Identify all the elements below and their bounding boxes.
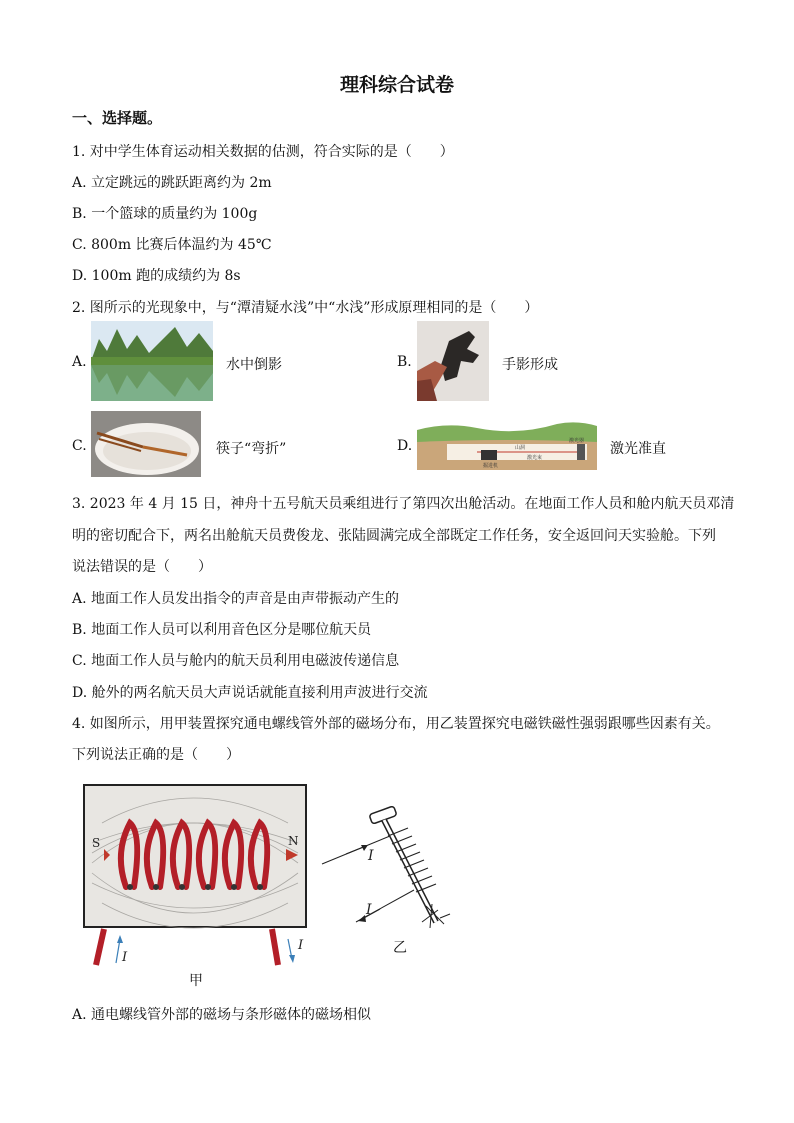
q1-stem: 1. 对中学生体育运动相关数据的估测，符合实际的是（ ）: [72, 144, 454, 160]
south-pole-label: S: [92, 836, 101, 850]
q2-option-d-caption: 激光准直: [610, 441, 666, 457]
q2-option-a-letter: A.: [72, 354, 87, 370]
current-label-jia-2: I: [298, 938, 304, 953]
q1-option-d: D. 100m 跑的成绩约为 8s: [72, 268, 241, 284]
q2-option-c-letter: C.: [72, 438, 87, 454]
chopstick-bowl-photo: [91, 411, 201, 477]
q2-option-c-caption: 筷子“弯折”: [216, 441, 287, 457]
current-label-yi-1: I: [368, 848, 374, 864]
q3-line-3: 说法错误的是（ ）: [72, 559, 212, 575]
q3-option-a: A. 地面工作人员发出指令的声音是由声带振动产生的: [72, 591, 400, 607]
q1-option-c: C. 800m 比赛后体温约为 45℃: [72, 237, 272, 253]
machine-label: 掘进机: [483, 463, 499, 469]
laser-tunnel-diagram: [417, 420, 597, 470]
q2-option-b-letter: B.: [397, 354, 412, 370]
q1-option-b: B. 一个篮球的质量约为 100g: [72, 206, 258, 222]
q2-stem: 2. 图所示的光现象中，与“潭清疑水浅”中“水浅”形成原理相同的是（ ）: [72, 300, 539, 316]
hand-shadow-photo: [417, 321, 489, 401]
electromagnet-nail-figure: [318, 806, 460, 932]
q2-option-a-caption: 水中倒影: [226, 357, 282, 373]
figure-jia-label: 甲: [189, 973, 203, 989]
beam-label: 激光束: [527, 455, 543, 461]
page-title: 理科综合试卷: [339, 74, 454, 96]
q3-option-b: B. 地面工作人员可以利用音色区分是哪位航天员: [72, 622, 372, 638]
north-pole-label: N: [288, 834, 299, 848]
reflection-photo: [91, 321, 213, 401]
laser-label: 激光器: [569, 438, 585, 444]
q4-option-a: A. 通电螺线管外部的磁场与条形磁体的磁场相似: [72, 1007, 372, 1023]
figure-yi-label: 乙: [393, 940, 407, 956]
current-label-yi-2: I: [366, 902, 372, 918]
solenoid-iron-filings-figure: [82, 783, 308, 969]
q2-option-d-letter: D.: [397, 438, 413, 454]
section-heading: 一、选择题。: [72, 109, 163, 127]
q4-line-2: 下列说法正确的是（ ）: [72, 747, 240, 763]
q3-option-d: D. 舱外的两名航天员大声说话就能直接利用声波进行交流: [72, 685, 428, 701]
tunnel-label: 山洞: [515, 445, 526, 451]
current-label-jia-1: I: [122, 950, 128, 965]
q3-option-c: C. 地面工作人员与舱内的航天员利用电磁波传递信息: [72, 653, 400, 669]
q3-line-2: 明的密切配合下，两名出舱航天员费俊龙、张陆圆满完成全部既定工作任务，安全返回问天实验舱。下列: [72, 528, 716, 544]
q4-line-1: 4. 如图所示，用甲装置探究通电螺线管外部的磁场分布，用乙装置探究电磁铁磁性强弱跟哪些因素有关。: [72, 716, 720, 732]
q2-option-b-caption: 手影形成: [502, 357, 558, 373]
q3-line-1: 3. 2023 年 4 月 15 日，神舟十五号航天员乘组进行了第四次出舱活动。在地面工作人员和舱内航天员邓清: [72, 496, 735, 512]
q1-option-a: A. 立定跳远的跳跃距离约为 2m: [72, 175, 272, 191]
